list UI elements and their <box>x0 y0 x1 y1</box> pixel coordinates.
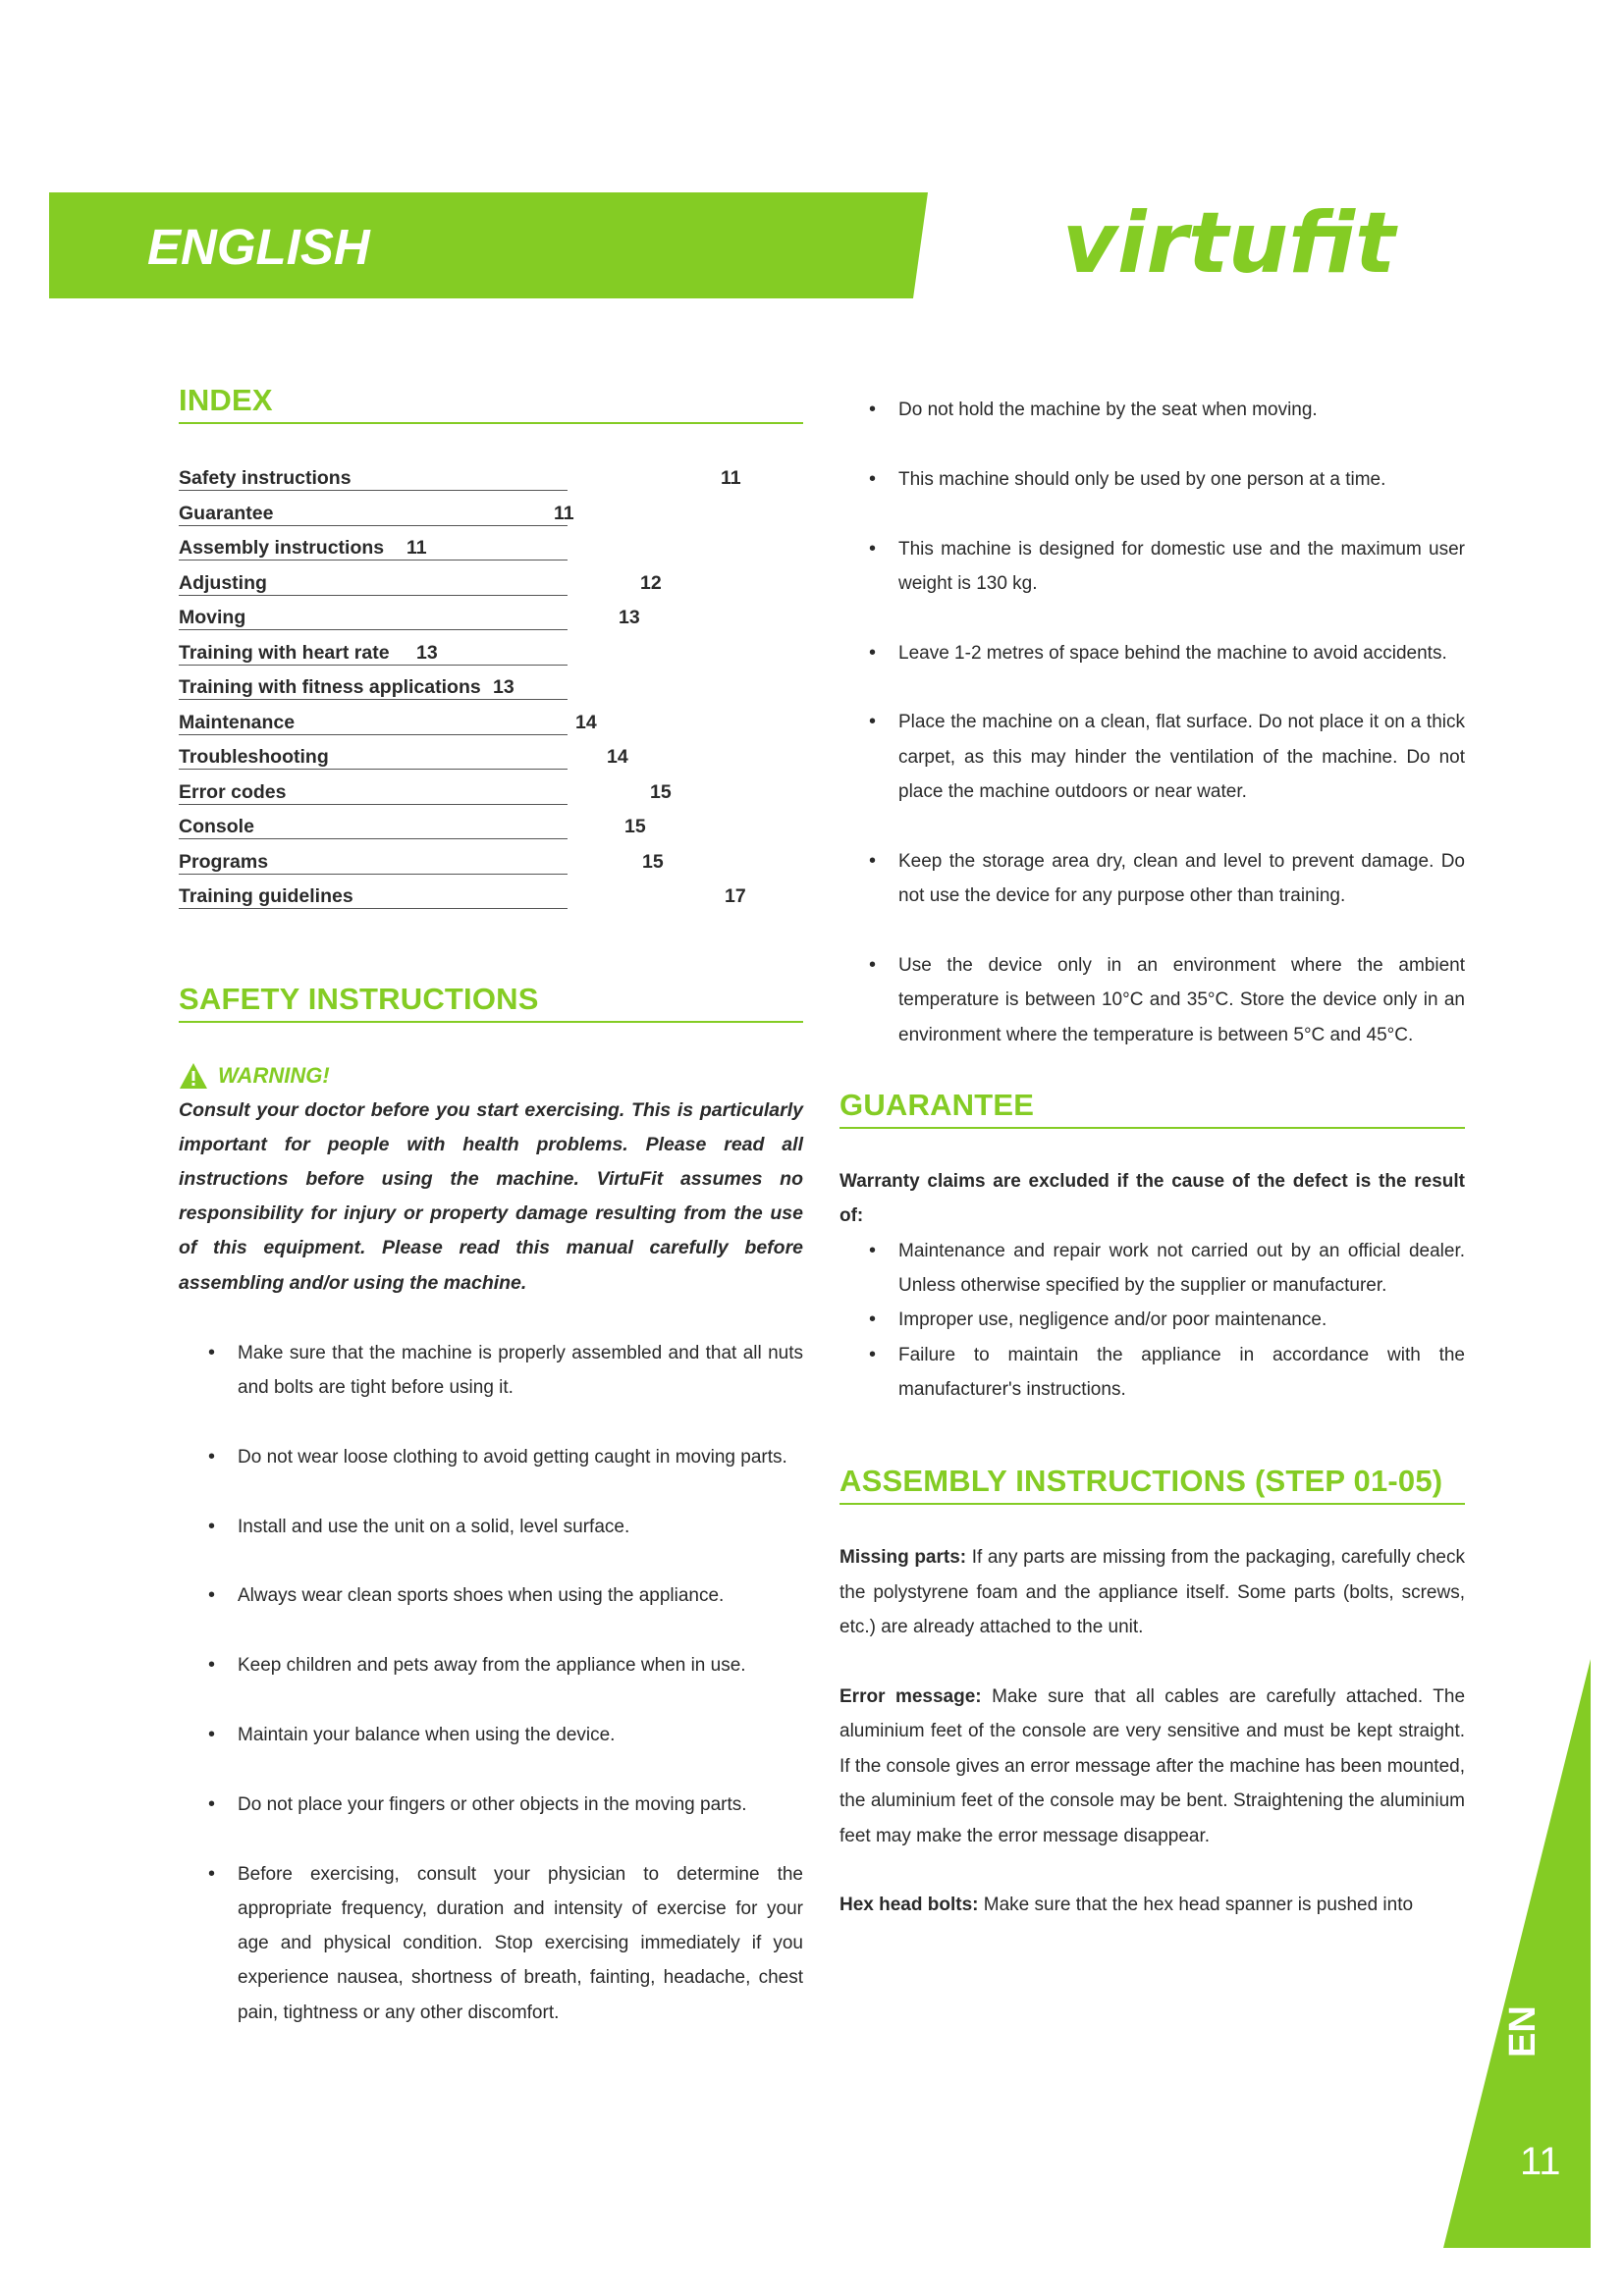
list-item: • Before exercising, consult your physician to determine the appropriate frequency, duration and intensity of exercise for your age and physical condition. Stop exercising immediately if you experience nausea, shortness of breath, fainting, headache, chest pain, tightness or any other discomfort. <box>208 1862 803 2023</box>
error-message-text: Make sure that all cables are carefully attached. The aluminium feet of the console are very sensitive and must be kept straight. If the console gives an error message after the machine has been mounted, the aluminium feet of the console may be bent. Straightening the aluminium feet may make the error message disappear. <box>839 1685 1466 1846</box>
list-item: • Maintenance and repair work not carried out by an official dealer. Unless otherwise specified by the supplier or manufacturer. <box>869 1239 1465 1297</box>
language-title: ENGLISH <box>147 219 370 275</box>
list-item: • Install and use the unit on a solid, level surface. <box>208 1515 630 1537</box>
list-item: • Leave 1-2 metres of space behind the machine to avoid accidents. <box>869 641 1447 664</box>
guarantee-heading: GUARANTEE <box>839 1088 1465 1129</box>
language-tab-shape <box>1443 1659 1591 2248</box>
index-item-label: Adjusting <box>179 571 267 594</box>
index-item-page: 15 <box>650 780 672 803</box>
index-item-label: Safety instructions <box>179 467 352 489</box>
index-item-page: 11 <box>554 502 574 524</box>
index-item-training-heart-rate[interactable] <box>179 636 803 671</box>
list-item: • Do not hold the machine by the seat when moving. <box>869 399 1318 420</box>
index-item-assembly-instructions[interactable] <box>179 531 803 566</box>
guarantee-intro: Warranty claims are excluded if the cause of the defect is the result of: <box>839 1170 1465 1227</box>
index-item-label: Moving <box>179 607 246 628</box>
index-item-troubleshooting[interactable] <box>179 740 803 775</box>
index-item-maintenance[interactable] <box>179 706 803 741</box>
list-item: • Keep the storage area dry, clean and level to prevent damage. Do not use the device for any purpose other than training. <box>869 849 1465 907</box>
safety-bullets-right <box>839 393 1465 1052</box>
warning-label <box>179 1062 803 1090</box>
index-item-page: 11 <box>406 537 427 559</box>
index-item-label: Training with fitness applications <box>179 676 481 698</box>
warning-label-text: WARNING! <box>218 1062 330 1088</box>
guarantee-list <box>839 1234 1465 1407</box>
index-item-page: 11 <box>721 467 741 489</box>
list-item: • Failure to maintain the appliance in accordance with the manufacturer's instructions. <box>869 1343 1465 1401</box>
safety-heading: SAFETY INSTRUCTIONS <box>179 982 803 1023</box>
index-item-page: 13 <box>493 676 514 698</box>
list-item: • This machine should only be used by one person at a time. <box>869 467 1386 490</box>
index-item-programs[interactable] <box>179 845 803 881</box>
hex-bolts-paragraph <box>839 1888 1465 1923</box>
index-item-safety-instructions[interactable] <box>179 461 803 497</box>
list-item: • Place the machine on a clean, flat surface. Do not place it on a thick carpet, as this may hinder the ventilation of the machine. Do not place the machine outdoors or near water. <box>869 711 1465 803</box>
warning-icon <box>179 1062 208 1090</box>
index-item-page: 13 <box>416 641 438 664</box>
index-item-label: Guarantee <box>179 502 274 524</box>
list-item: • Always wear clean sports shoes when using the appliance. <box>208 1584 725 1607</box>
index-item-page: 15 <box>624 816 646 837</box>
index-item-page: 12 <box>640 571 662 594</box>
index-item-label: Programs <box>179 850 269 873</box>
error-message-label: Error message: <box>839 1685 982 1707</box>
error-message-paragraph <box>839 1680 1465 1854</box>
index-item-page: 17 <box>725 885 746 907</box>
left-column <box>179 383 803 2065</box>
assembly-heading: ASSEMBLY INSTRUCTIONS (STEP 01-05) <box>839 1464 1465 1505</box>
index-item-page: 14 <box>575 711 597 733</box>
index-item-page: 14 <box>607 746 628 768</box>
list-item: • Do not wear loose clothing to avoid getting caught in moving parts. <box>208 1445 787 1468</box>
index-item-training-guidelines[interactable] <box>179 880 803 915</box>
index-item-label: Maintenance <box>179 711 296 733</box>
index-item-error-codes[interactable] <box>179 775 803 811</box>
index-item-label: Training with heart rate <box>179 641 390 664</box>
index-item-page: 13 <box>619 607 640 628</box>
virtufit-logo: virtufit <box>1062 194 1396 293</box>
index-item-page: 15 <box>642 850 664 873</box>
index-list <box>179 461 803 915</box>
hex-bolts-label: Hex head bolts: <box>839 1895 979 1916</box>
index-item-label: Training guidelines <box>179 885 353 907</box>
index-item-label: Error codes <box>179 780 287 803</box>
safety-bullets-left <box>179 1336 803 2030</box>
hex-bolts-text: Make sure that the hex head spanner is pushed into <box>983 1895 1414 1916</box>
right-column <box>839 393 1465 1923</box>
index-heading: INDEX <box>179 383 803 424</box>
index-item-guarantee[interactable] <box>179 497 803 532</box>
index-item-label: Console <box>179 816 254 837</box>
index-item-moving[interactable] <box>179 601 803 636</box>
language-code: EN <box>1502 2005 1543 2057</box>
index-item-label: Assembly instructions <box>179 537 385 559</box>
list-item: • This machine is designed for domestic use and the maximum user weight is 130 kg. <box>869 537 1465 594</box>
page-number: 11 <box>1520 2140 1561 2183</box>
list-item: • Do not place your fingers or other objects in the moving parts. <box>208 1792 747 1815</box>
language-tab <box>1443 1659 1591 2248</box>
list-item: • Improper use, negligence and/or poor maintenance. <box>869 1308 1327 1331</box>
index-item-console[interactable] <box>179 810 803 845</box>
missing-parts-text: If any parts are missing from the packaging, carefully check the polystyrene foam and the appliance itself. Some parts (bolts, screws, etc.) are already attached to the unit. <box>839 1547 1465 1638</box>
list-item: • Use the device only in an environment where the ambient temperature is between 10°C and 35°C. Store the device only in an environment where the temperature is between 5°C and 45°C. <box>869 953 1465 1045</box>
index-item-adjusting[interactable] <box>179 566 803 602</box>
list-item: • Make sure that the machine is properly assembled and that all nuts and bolts are tight before using it. <box>208 1341 803 1399</box>
missing-parts-label: Missing parts: <box>839 1547 967 1569</box>
list-item: • Maintain your balance when using the device. <box>208 1724 616 1745</box>
missing-parts-paragraph <box>839 1540 1465 1645</box>
index-item-label: Troubleshooting <box>179 746 329 768</box>
warning-text: Consult your doctor before you start exercising. This is particularly important for people with health problems. Please read all instructions before using the machine. VirtuFit assumes no responsibility for injury or property damage resulting from the use of this equipment. Please read this manual carefully before assembling and/or using the machine. <box>179 1098 803 1294</box>
index-item-training-fitness-apps[interactable] <box>179 670 803 706</box>
list-item: • Keep children and pets away from the appliance when in use. <box>208 1654 746 1677</box>
